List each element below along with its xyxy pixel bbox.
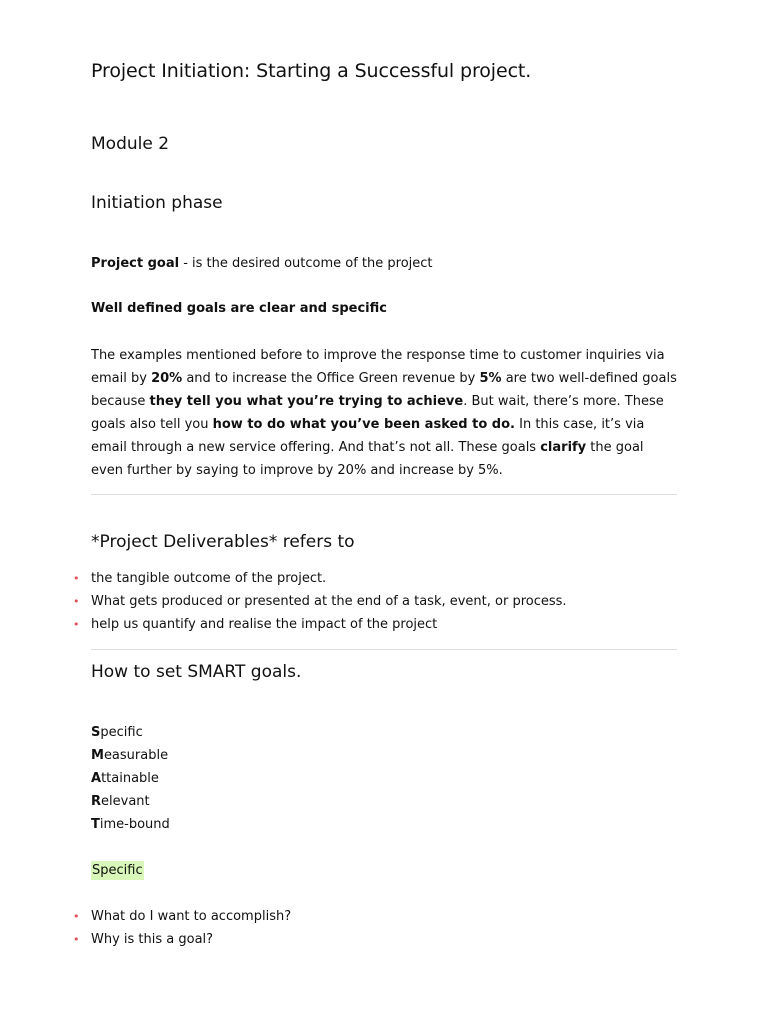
smart-item bbox=[91, 721, 170, 744]
project-goal-description: - is the desired outcome of the project bbox=[179, 256, 433, 271]
examples-paragraph bbox=[91, 344, 677, 482]
bullet-icon: • bbox=[73, 910, 80, 923]
para-bold-clarify: clarify bbox=[540, 440, 587, 455]
document-title: Project Initiation: Starting a Successful project. bbox=[91, 60, 532, 82]
para-text-1: The examples mentioned before to improve the response time to customer inquiries via email by bbox=[91, 348, 665, 386]
para-bold-5pct: 5% bbox=[479, 371, 502, 386]
deliverables-heading: *Project Deliverables* refers to bbox=[91, 532, 355, 552]
list-item-text: What do I want to accomplish? bbox=[91, 909, 292, 924]
section-divider bbox=[91, 649, 677, 650]
smart-word-rest: easurable bbox=[103, 748, 169, 763]
list-item bbox=[0, 928, 700, 951]
para-text-3: are two well-defined goals because bbox=[91, 371, 677, 409]
smart-item bbox=[91, 813, 170, 836]
smart-item bbox=[91, 767, 170, 790]
bullet-icon: • bbox=[73, 618, 80, 631]
bullet-icon: • bbox=[73, 572, 80, 585]
bullet-icon: • bbox=[73, 933, 80, 946]
module-heading: Module 2 bbox=[91, 134, 170, 154]
well-defined-goals-statement bbox=[91, 301, 387, 316]
smart-goals-heading: How to set SMART goals. bbox=[91, 662, 302, 682]
initiation-phase-heading: Initiation phase bbox=[91, 193, 223, 213]
list-item bbox=[0, 905, 700, 928]
smart-item bbox=[91, 744, 170, 767]
para-text-2: and to increase the Office Green revenue by bbox=[182, 371, 480, 386]
list-item bbox=[0, 613, 700, 636]
well-defined-goals-text: Well defined goals are clear and specific bbox=[91, 301, 387, 316]
para-text-4: . But wait, there’s more. These goals also tell you bbox=[91, 394, 664, 432]
smart-item bbox=[91, 790, 170, 813]
project-goal-term: Project goal bbox=[91, 256, 180, 271]
section-divider bbox=[91, 494, 677, 495]
deliverables-list bbox=[0, 567, 700, 636]
project-goal-definition bbox=[91, 256, 433, 271]
para-text-6: the goal even further by saying to improve by 20% and increase by 5%. bbox=[91, 440, 644, 478]
specific-highlighted-label: Specific bbox=[92, 863, 143, 878]
smart-word-rest: ttainable bbox=[101, 771, 159, 786]
list-item bbox=[0, 590, 700, 613]
list-item-text: Why is this a goal? bbox=[91, 932, 214, 947]
smart-letter: A bbox=[91, 771, 102, 786]
list-item bbox=[0, 567, 700, 590]
para-bold-20pct: 20% bbox=[151, 371, 183, 386]
para-text-5: In this case, it’s via email through a new service offering. And that’s not all. These goals bbox=[91, 417, 645, 455]
smart-letter: T bbox=[91, 817, 100, 832]
smart-word-rest: elevant bbox=[101, 794, 150, 809]
para-bold-achieve: they tell you what you’re trying to achieve bbox=[149, 394, 464, 409]
smart-acronym-list bbox=[91, 721, 170, 836]
smart-word-rest: pecific bbox=[100, 725, 143, 740]
smart-letter: M bbox=[91, 748, 104, 763]
bullet-icon: • bbox=[73, 595, 80, 608]
list-item-text: What gets produced or presented at the end of a task, event, or process. bbox=[91, 594, 567, 609]
list-item-text: help us quantify and realise the impact of the project bbox=[91, 617, 438, 632]
smart-letter: R bbox=[91, 794, 102, 809]
smart-letter: S bbox=[91, 725, 101, 740]
list-item-text: the tangible outcome of the project. bbox=[91, 571, 327, 586]
smart-word-rest: ime-bound bbox=[99, 817, 170, 832]
specific-questions-list bbox=[0, 905, 700, 951]
para-bold-how-to: how to do what you’ve been asked to do. bbox=[212, 417, 515, 432]
